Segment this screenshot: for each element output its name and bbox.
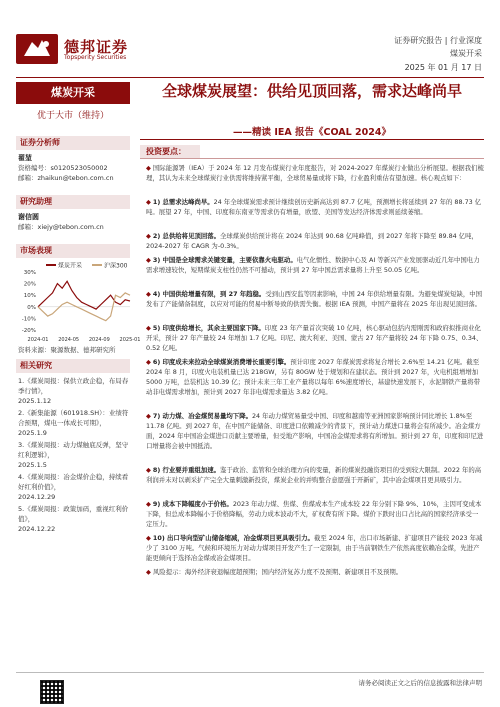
- related-item-date: 2024.12.22: [18, 525, 56, 533]
- bullet-icon: ◆: [146, 358, 151, 366]
- sidebar-industry: 煤炭开采: [16, 82, 130, 104]
- related-section-head: 相关研究: [16, 359, 130, 373]
- contact-name: 谢信圆: [18, 213, 39, 221]
- x-tick-label: 2024-09: [88, 337, 110, 343]
- point-text: 风险提示：海外经济衰退幅度超预期；国内经济复苏力度不及预期、新建项目不及预期。: [152, 568, 403, 576]
- related-item-date: 2025.1.9: [18, 429, 47, 437]
- point-text: 国际能源署（IEA）于 2024 年 12 月发布煤炭行业年度报告，对 2024-2027 年煤炭行业做出分析展望。根据我们梳理，其认为未来全球煤炭行业供需将维持紧平衡，全球贸易量或将下降，行业盈利重估有望加速。核心观点如下：: [146, 164, 484, 182]
- report-type: [394, 34, 482, 60]
- point-text: 全球煤炭供给预计将在 2024 年达到 90.68 亿吨峰值，到 2027 年将下降至 89.84 亿吨，2024-2027 年 CAGR 为-0.3%。: [146, 232, 478, 250]
- y-tick-label: -20%: [21, 328, 36, 334]
- related-item-title: 1.《煤炭周报：保供立政企稳，布局春季行情》，: [18, 377, 129, 395]
- bullet-icon: ◆: [146, 534, 151, 542]
- chart-source: 资料来源：聚源数据、德邦研究所: [18, 346, 116, 354]
- point-text: 2023 年动力煤、焦煤、焦煤成本生产成本较 22 年分别下降 9%、10%，主因可变成本下降，但总成本降幅小于价格降幅，劳动力成本波动不大，矿权费有所下降。煤价下跌时出口占比高的国家经济承受一定压力。: [146, 500, 482, 528]
- x-tick-label: 2025-01: [119, 337, 141, 343]
- point-title: 10) 出口导向型矿山储备缩减，冶金煤项目更具吸引力。: [152, 534, 314, 542]
- related-item-title: 2.《新集能源（601918.SH）：业绩符合预期，煤电一体成长可期》，: [18, 409, 129, 427]
- bullet-icon: ◆: [146, 290, 151, 298]
- related-item[interactable]: [18, 440, 130, 470]
- legend-label: 沪深300: [104, 262, 128, 270]
- related-item-date: 2025.1.12: [18, 397, 52, 405]
- investment-point: [146, 499, 484, 529]
- page-title: 全球煤炭展望：供给见顶回落，需求达峰尚早: [161, 82, 462, 100]
- x-tick-label: 2024-05: [58, 337, 80, 343]
- bullet-icon: ◆: [146, 164, 151, 172]
- point-text: 截至 2024 年，出口市场新建、扩建项目产能较 2023 年减少了 3100 万吨。气候和环境压力对动力煤项目开发产生了一定限制，由于当前钢铁生产依然高度依赖冶金煤，先进产能更倾向于选择冶金煤或冶金煤项目。: [146, 534, 483, 562]
- footer-disclaimer: 请务必阅读正文之后的信息披露和法律声明: [358, 679, 482, 687]
- market-chart: [16, 260, 141, 344]
- contact-email[interactable]: 邮箱：xiejy@tebon.com.cn: [18, 223, 104, 231]
- point-text: 受到山西安监等因素影响，中国 24 年供给增量有限。为避免煤炭短缺，中国发布了产能储备制度，以应对可能的贸易中断导致的供需失衡。根据 IEA 预测，中国产量将在 2025 年出现见顶回落。: [146, 290, 483, 308]
- page-subtitle: ——精读 IEA 报告《COAL 2024》: [233, 127, 391, 138]
- title-divider: [140, 139, 484, 140]
- company-logo: [16, 34, 58, 64]
- bullet-icon: ◆: [146, 232, 151, 240]
- analyst-info: [18, 153, 130, 183]
- point-title: 3) 中国是全球需求关键变量，主要依靠火电驱动。: [152, 256, 297, 264]
- analyst-email[interactable]: 邮箱：zhaikun@tebon.com.cn: [18, 174, 114, 182]
- point-title: 7) 动力煤、冶金煤贸易量均下降。: [152, 412, 252, 420]
- investment-head: 投资要点：: [140, 145, 200, 158]
- y-tick-label: 30%: [23, 270, 36, 276]
- point-text: 24 年动力煤贸易量受中国、印度和越南等亚洲国家影响预计同比增长 1.8%至 11.78 亿吨。到 2027 年，在中国产能储备、印度进口依赖减少的背景下，预计动力煤进口量将会有所减少。冶金煤方面，2024 年中国冶金煤进口贡献主要增量，但受地产影响，中国冶金煤需求将有所增加。预计到 27 年，印度和印尼进口增量将会被中国抵消。: [146, 412, 484, 450]
- point-text: 电气化惯性、数据中心及 AI 等新兴产业发展驱动近几年中国电力需求增速较快，短期煤炭支柱性仍然不可撼动，预计到 27 年中国总需求量将上升至 50.05 亿吨。: [146, 256, 480, 274]
- investment-point: [146, 465, 484, 485]
- investment-point: [146, 231, 484, 251]
- industry-tag: 煤炭开采: [450, 49, 482, 58]
- point-title: 2) 总供给将见顶回落。: [152, 232, 221, 240]
- contact-info: [18, 212, 130, 232]
- investment-point: [146, 411, 484, 451]
- point-title: 6) 印度成未来拉动全球煤炭消费增长重要引擎。: [152, 358, 291, 366]
- analyst-name: 翟堃: [18, 154, 32, 162]
- report-type-label: 证券研究报告 | 行业深度: [394, 36, 482, 45]
- bullet-icon: ◆: [146, 256, 151, 264]
- qr-code: [40, 680, 64, 704]
- point-title: 9) 成本下降幅度小于价格。: [152, 500, 233, 508]
- point-text: 鉴于政治、监管和全球治理方向的变量，新的煤炭投融资项目的受到较大限制。2022 年的高利润并未对以剥采扩产完全大量刺激新投资，煤炭企业的并购整合意愿强于开新矿，其中冶金煤项目更具吸引力。: [146, 466, 482, 484]
- investment-divider: [140, 158, 484, 159]
- bullet-icon: ◆: [146, 568, 151, 576]
- related-list: [18, 376, 130, 536]
- x-tick-label: 2024-01: [27, 337, 49, 343]
- investment-point: [146, 323, 484, 353]
- investment-point: [146, 197, 484, 217]
- risk-notice: [146, 567, 484, 577]
- footer-divider: [16, 672, 484, 673]
- y-tick-label: 0%: [27, 304, 36, 311]
- report-date: 2025 年 01 月 17 日: [404, 63, 482, 72]
- y-tick-label: 10%: [23, 293, 36, 300]
- point-text: 24 年全球煤炭需求预计继续创历史新高达到 87.7 亿吨，预测增长将延续到 27 年的 88.73 亿吨。展望 27 年，中国、印度和东南亚等需求仍有增量，欧盟、美国等发达经济体需求则延续萎缩。: [146, 198, 482, 216]
- point-title: 5) 印度供给增长，其余主要国家下降。: [152, 324, 265, 332]
- market-performance-chart: [16, 260, 141, 344]
- analyst-section-head: 证券分析师: [16, 136, 130, 150]
- related-item-title: 3.《煤炭周报：动力煤触底反弹，坚守红利逻辑》，: [18, 441, 129, 459]
- point-title: 8) 行业要并重组加速。: [152, 466, 221, 474]
- sidebar-rating: 优于大市（维持）: [36, 111, 109, 121]
- related-item-date: 2025.1.5: [18, 461, 47, 469]
- analyst-cert: 资格编号：s0120523050002: [18, 164, 108, 172]
- point-title: 4) 中国供给增量有限，到 27 年趋稳。: [152, 290, 266, 298]
- legend-label: 煤炭开采: [58, 262, 83, 270]
- chart-section-head: 市场表现: [16, 244, 130, 258]
- investment-intro: [146, 163, 484, 183]
- bullet-icon: ◆: [146, 466, 151, 474]
- investment-point: [146, 357, 484, 397]
- header-divider: [16, 77, 484, 78]
- related-item-title: 5.《煤炭周报：政策加码，重视红利价值》，: [18, 505, 129, 523]
- related-item[interactable]: [18, 408, 130, 438]
- related-item-title: 4.《煤炭周报：冶金煤价企稳，持续看好红利价值》，: [18, 473, 129, 491]
- logo-name-en: Topsperity Securities: [64, 54, 127, 61]
- bullet-icon: ◆: [146, 324, 151, 332]
- point-text: 预计印度 2027 年煤炭需求将复合增长 2.6%至 14.21 亿吨。截至 2024 年 8 月，印度火电装机量已达 218GW，另有 80GW 处于规划和在建状态。预计到 2027 年，火电机组增增加 5000 万吨，总装机达 10.39 亿；预计未来三年工业产量将以每年 6%速度增长，基建快速发展下，水泥钢铁产量将带动非电煤需求增加，预计到 2027 年非电煤需求量达 3.82 亿吨。: [146, 358, 481, 396]
- related-item[interactable]: [18, 504, 130, 534]
- logo-name-cn: 德邦证券: [64, 38, 129, 56]
- bullet-icon: ◆: [146, 198, 151, 206]
- investment-point: [146, 255, 484, 275]
- point-title: 1) 总需求达峰尚早。: [152, 198, 214, 206]
- related-item-date: 2024.12.29: [18, 493, 56, 501]
- investment-point: [146, 533, 484, 563]
- y-tick-label: 20%: [23, 281, 36, 288]
- related-item[interactable]: [18, 472, 130, 502]
- contact-section-head: 研究助理: [16, 195, 130, 209]
- y-tick-label: -10%: [21, 316, 36, 323]
- related-item[interactable]: [18, 376, 130, 406]
- bullet-icon: ◆: [146, 500, 151, 508]
- point-text: 印度 23 年产量首次突破 10 亿吨，核心驱动包括内需刚需和政府拟推商业化开采，预计 27 年产量较 24 年增加 1.7 亿吨。印尼、澳大利亚、美国、蒙古 27 年产量将较 24 年下降 0.75、0.34、0.52 亿吨。: [146, 324, 483, 352]
- investment-point: [146, 289, 484, 309]
- bullet-icon: ◆: [146, 412, 151, 420]
